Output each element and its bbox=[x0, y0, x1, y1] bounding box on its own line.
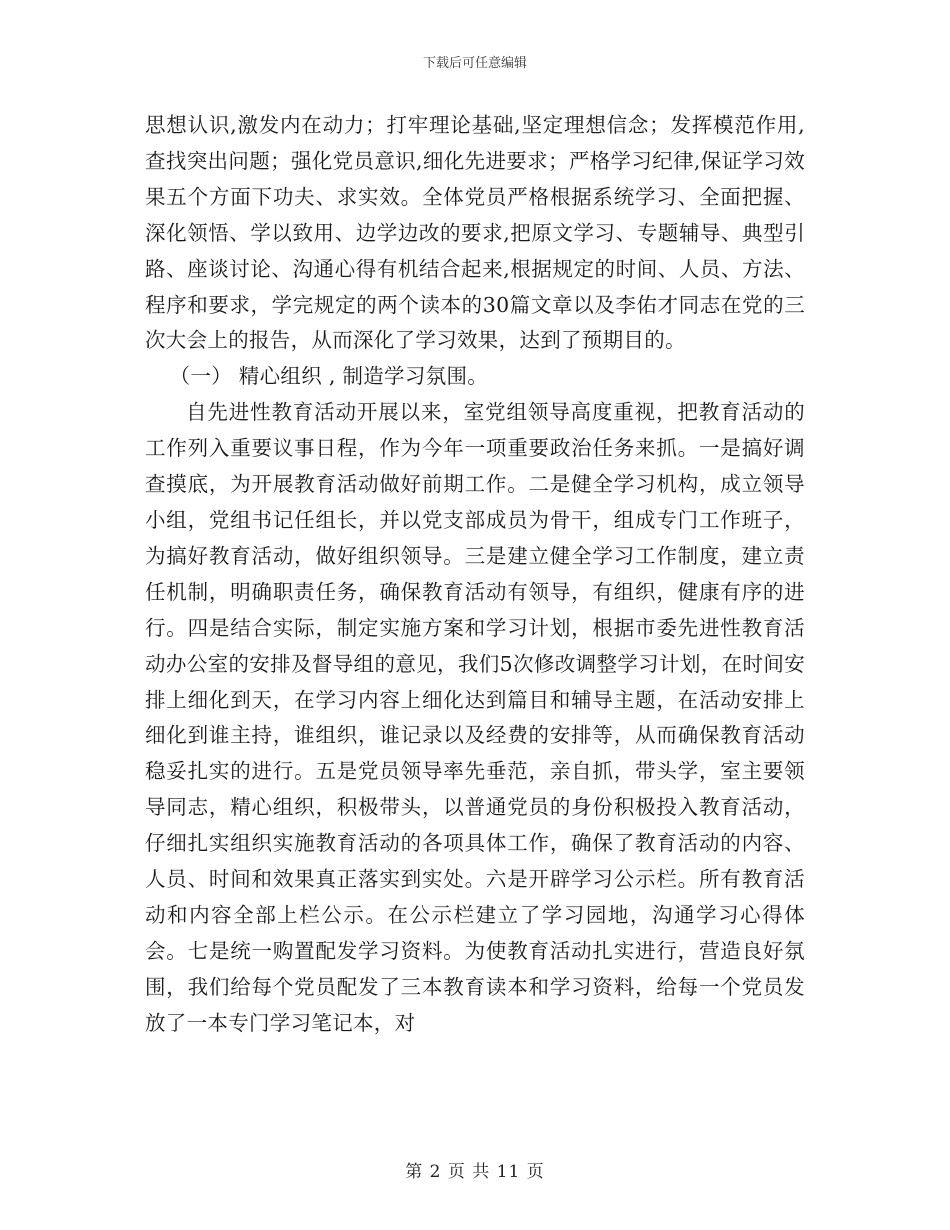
intro-paragraph: 思想认识,激发内在动力；打牢理论基础,坚定理想信念；发挥模范作用,查找突出问题；强化党员意识,细化先进要求；严格学习纪律,保证学习效果五个方面下功夫、求实效。全体党员严格根据系统学习、全面把握、深化领悟、学以致用、边学边改的要求,把原文学习、专题辅导、典型引路、座谈讨论、沟通心得有机结合起来,根据规定的时间、人员、方法、程序和要求，学完规定的两个读本的30篇文章以及李佑才同志在党的三次大会上的报告，从而深化了学习效果，达到了预期目的。 bbox=[145, 113, 805, 353]
section-heading: （一） 精心组织 , 制造学习氛围。 bbox=[169, 364, 489, 389]
page-header: 下载后可任意编辑 bbox=[422, 56, 527, 71]
body-paragraph: 自先进性教育活动开展以来，室党组领导高度重视，把教育活动的工作列入重要议事日程，作为今年一项重要政治任务来抓。一是搞好调查摸底，为开展教育活动做好前期工作。二是健全学习机构，成立领导小组，党组书记任组长，并以党支部成员为骨干，组成专门工作班子，为搞好教育活动，做好组织领导。三是建立健全学习工作制度，建立责任机制，明确职责任务，确保教育活动有领导，有组织，健康有序的进行。四是结合实际，制定实施方案和学习计划，根据市委先进性教育活动办公室的安排及督导组的意见，我们5次修改调整学习计划，在时间安排上细化到天，在学习内容上细化达到篇目和辅导主题，在活动安排上细化到谁主持，谁组织，谁记录以及经费的安排等，从而确保教育活动稳妥扎实的进行。五是党员领导率先垂范，亲自抓，带头学，室主要领导同志，精心组织，积极带头，以普通党员的身份积极投入教育活动，仔细扎实组织实施教育活动的各项具体工作，确保了教育活动的内容、人员、时间和效果真正落实到实处。六是开辟学习公示栏。所有教育活动和内容全部上栏公示。在公示栏建立了学习园地，沟通学习心得体会。七是统一购置配发学习资料。为使教育活动扎实进行，营造良好氛围，我们给每个党员配发了三本教育读本和学习资料，给每一个党员发放了一本专门学习笔记本，对 bbox=[145, 400, 805, 1035]
document-body bbox=[145, 108, 805, 1042]
page-footer: 第 2 页 共 11 页 bbox=[405, 1162, 545, 1182]
